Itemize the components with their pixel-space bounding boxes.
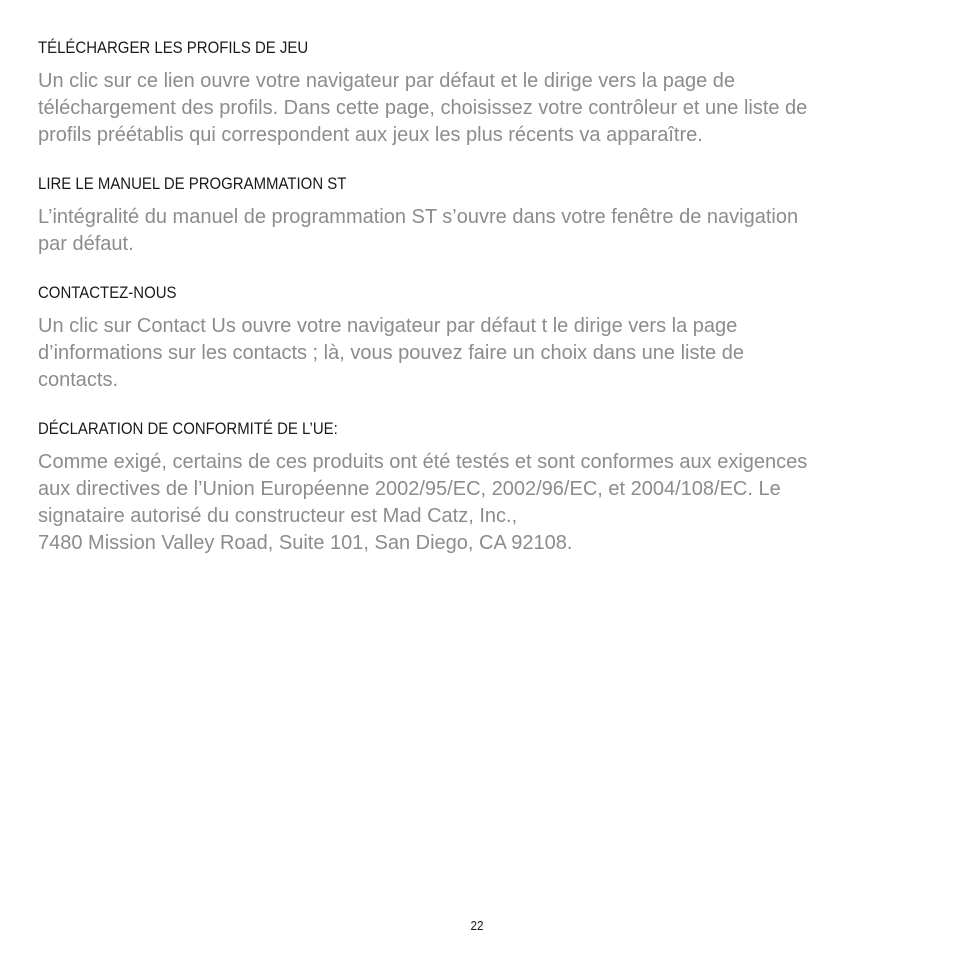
section-heading: DÉCLARATION DE CONFORMITÉ DE L’UE: <box>38 419 338 438</box>
section-eu-declaration <box>38 417 918 557</box>
page-number: 22 <box>470 918 484 933</box>
section-body <box>38 449 918 557</box>
section-heading: LIRE LE MANUEL DE PROGRAMMATION ST <box>38 174 347 193</box>
section-body <box>38 313 918 394</box>
body-line: Un clic sur Contact Us ouvre votre navigateur par défaut t le dirige vers la page <box>38 315 738 337</box>
section-read-manual <box>38 172 918 258</box>
body-line: profils préétablis qui correspondent aux jeux les plus récents va apparaître. <box>38 124 703 146</box>
body-line: contacts. <box>38 369 119 391</box>
body-line: d’informations sur les contacts ; là, vous pouvez faire un choix dans une liste de <box>38 342 744 364</box>
body-line: aux directives de l’Union Européenne 2002/95/EC, 2002/96/EC, et 2004/108/EC. Le <box>38 478 781 500</box>
section-body <box>38 204 918 258</box>
section-heading: CONTACTEZ-NOUS <box>38 283 177 302</box>
section-heading: TÉLÉCHARGER LES PROFILS DE JEU <box>38 38 309 57</box>
document-page <box>38 36 918 580</box>
section-contact-us <box>38 281 918 394</box>
body-line: téléchargement des profils. Dans cette page, choisissez votre contrôleur et une liste de <box>38 97 808 119</box>
body-line: par défaut. <box>38 233 134 255</box>
body-line: signataire autorisé du constructeur est Mad Catz, Inc., <box>38 505 518 527</box>
section-download-profiles <box>38 36 918 149</box>
body-line: L’intégralité du manuel de programmation ST s’ouvre dans votre fenêtre de navigation <box>38 206 799 228</box>
body-line: Un clic sur ce lien ouvre votre navigateur par défaut et le dirige vers la page de <box>38 70 736 92</box>
body-line: 7480 Mission Valley Road, Suite 101, San Diego, CA 92108. <box>38 532 573 554</box>
body-line: Comme exigé, certains de ces produits ont été testés et sont conformes aux exigences <box>38 451 808 473</box>
section-body <box>38 68 918 149</box>
